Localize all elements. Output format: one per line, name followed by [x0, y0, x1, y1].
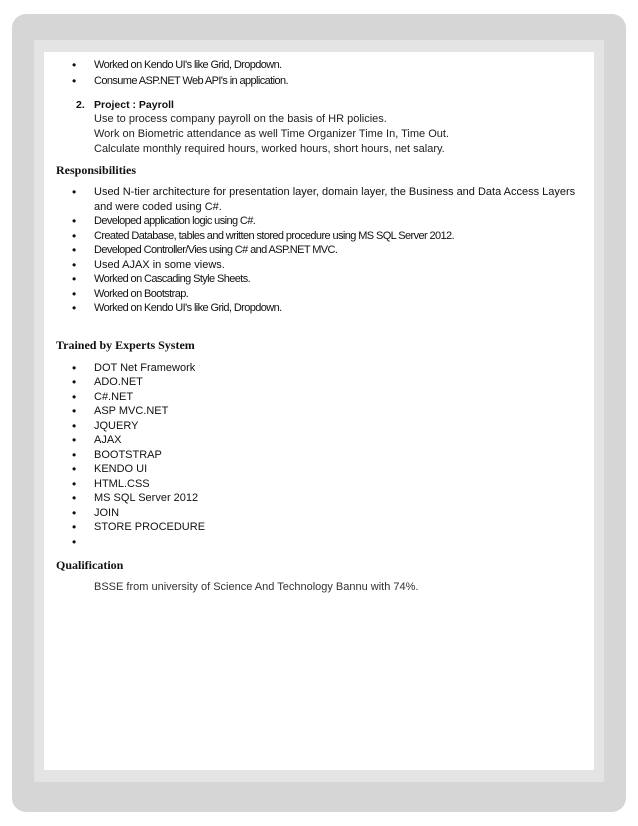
project-description	[44, 112, 594, 157]
project-line: Calculate monthly required hours, worked hours, short hours, net salary.	[94, 143, 445, 155]
document-page	[44, 52, 594, 770]
list-item: • DOT Net Framework	[44, 361, 594, 376]
list-item: • Developed Controller/Vies using C# and ASP.NET MVC.	[44, 243, 594, 258]
document-content	[44, 52, 594, 593]
list-item: • JOIN	[44, 506, 594, 521]
qualification-text: BSSE from university of Science And Technology Bannu with 74%.	[94, 581, 419, 593]
list-item: • AJAX	[44, 433, 594, 448]
list-item: • HTML.CSS	[44, 477, 594, 492]
list-item: • Worked on Bootstrap.	[44, 287, 594, 302]
project-title	[76, 99, 594, 111]
list-item: • C#.NET	[44, 390, 594, 405]
list-item: • KENDO UI	[44, 462, 594, 477]
top-bullet-list	[44, 58, 594, 88]
list-item: • Created Database, tables and written stored procedure using MS SQL Server 2012.	[44, 229, 594, 244]
list-item: • BOOTSTRAP	[44, 448, 594, 463]
project-name: Project : Payroll	[94, 99, 174, 111]
project-line: Use to process company payroll on the basis of HR policies.	[94, 113, 387, 125]
project-number: 2.	[76, 99, 85, 111]
list-item: • JQUERY	[44, 419, 594, 434]
list-item: • ADO.NET	[44, 375, 594, 390]
trained-heading: Trained by Experts System	[56, 337, 195, 352]
list-item: • Worked on Cascading Style Sheets.	[44, 272, 594, 287]
trained-list	[44, 361, 594, 550]
empty-list-item	[44, 535, 594, 550]
responsibilities-heading: Responsibilities	[56, 163, 137, 177]
list-item: • Developed application logic using C#.	[44, 214, 594, 229]
list-item: • Used N-tier architecture for presentation layer, domain layer, the Business and Data Access Layers and were coded using C#.	[44, 185, 594, 214]
list-item: • Worked on Kendo UI's like Grid, Dropdown.	[44, 58, 594, 73]
list-item: • Used AJAX in some views.	[44, 258, 594, 273]
list-item: • MS SQL Server 2012	[44, 491, 594, 506]
list-item: • ASP MVC.NET	[44, 404, 594, 419]
responsibilities-list	[44, 185, 594, 316]
project-line: Work on Biometric attendance as well Time Organizer Time In, Time Out.	[94, 128, 449, 140]
list-item: • Worked on Kendo UI's like Grid, Dropdown.	[44, 301, 594, 316]
list-item: • Consume ASP.NET Web API's in application.	[44, 74, 594, 89]
list-item: • STORE PROCEDURE	[44, 520, 594, 535]
qualification-heading: Qualification	[56, 558, 124, 572]
